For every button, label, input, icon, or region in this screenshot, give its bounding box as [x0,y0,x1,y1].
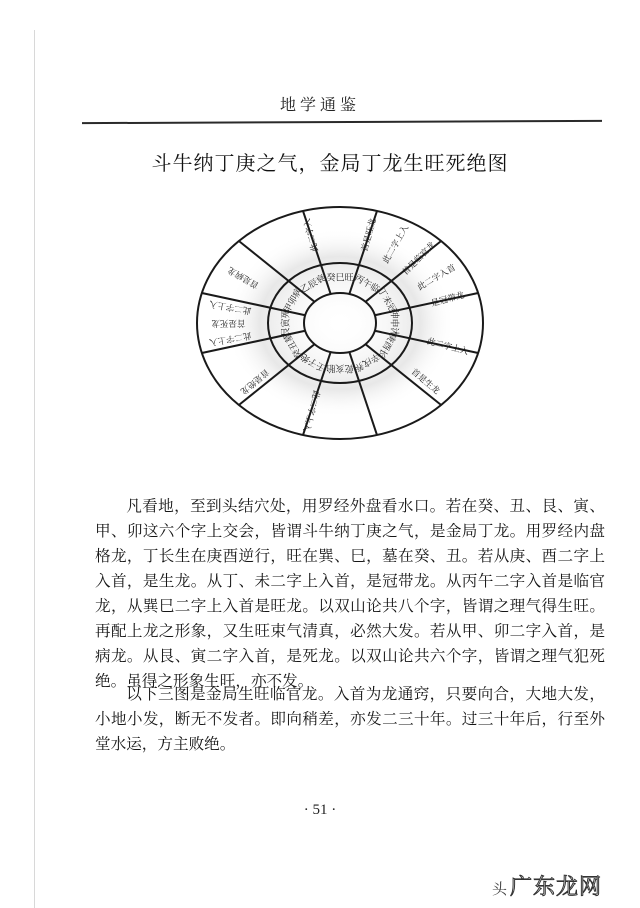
outer-ring-label: 此二字上入 [381,223,412,266]
outer-ring-label: 首是病龙 [226,264,261,290]
inner-ring-label: 癸丑墓 [282,331,305,360]
inner-ring-label: 乾亥胎 [326,362,354,373]
inner-ring-label: 甲卯病 [282,286,305,315]
outer-ring-label: 此二字上入 [208,329,252,347]
outer-ring-label: 是冠带龙 [430,290,466,310]
watermark [492,870,602,901]
inner-ring-label: 辛戌养 [352,350,381,373]
paragraph-text: 凡看地，至到头结穴处，用罗经外盘看水口。若在癸、丑、艮、寅、甲、卯这六个字上交会，皆谓斗牛纳丁庚之气，是金局丁龙。用罗经内盘格龙，丁长生在庚酉逆行，旺在巽、巳，墓在癸、丑。若从庚、酉二字上入首，是生龙。从丁、未二字上入首，是冠带龙。从丙午二字入首是临官龙，从巽巳二字上入首是旺龙。以双山论共八个字，皆谓之理气得生旺。再配上龙之形象，又生旺束气清真，必然大发。若从甲、卯二字入首，是病龙。从艮、寅二字入首，是死龙。以双山论共六个字，皆谓之理气犯死绝。虽得之形象生旺，亦不发。 [95,497,605,690]
running-header: 地学通鉴 [279,95,360,114]
outer-ring-label: 首是临官龙 [400,240,438,278]
inner-ring-label: 癸巳旺 [326,273,354,284]
header-rule [82,120,602,124]
outer-ring-label: 此二字上入 [300,388,321,433]
body-paragraph-1 [95,494,605,694]
inner-ring-label: 坤申沐 [388,309,399,337]
body-paragraph-2 [95,682,605,757]
inner-ring-label: 丙午临 [352,273,381,296]
compass-svg [190,195,500,475]
outer-ring-label: 此二字入 [302,217,321,253]
compass-diagram [190,195,500,475]
inner-ring-label: 乙辰衰 [299,273,328,296]
figure-title: 斗牛纳丁庚之气，金局丁龙生旺死绝图 [151,151,509,175]
outer-ring-label: 首是旺龙 [360,217,379,253]
inner-ring-label: 丁未冠 [375,286,398,315]
inner-ring-label: 艮寅死 [281,309,292,337]
watermark-site: 广东龙网 [510,875,603,900]
outer-ring-label: 此二字上入 [208,298,253,316]
outer-ring-label: 首是死龙 [211,317,246,328]
inner-ring-label: 壬子绝 [299,350,328,373]
outer-ring-label: 此二字上入 [425,336,470,358]
outer-ring-label: 首是绝龙 [238,366,271,396]
outer-ring-label: 此二字入首 [415,262,458,293]
page-number: · 51 · [303,802,337,818]
outer-ring-label: 首是生龙 [408,367,442,397]
paragraph-text: 以下三图是金局生旺临官龙。入首为龙通窍，只要向合，大地大发，小地小发，断无不发者。即向稍差，亦发二三十年。过三十年后，行至外堂水运，方主败绝。 [95,685,605,753]
watermark-source: 头 [492,880,509,898]
inner-ring-label: 庚酉长 [375,331,398,360]
